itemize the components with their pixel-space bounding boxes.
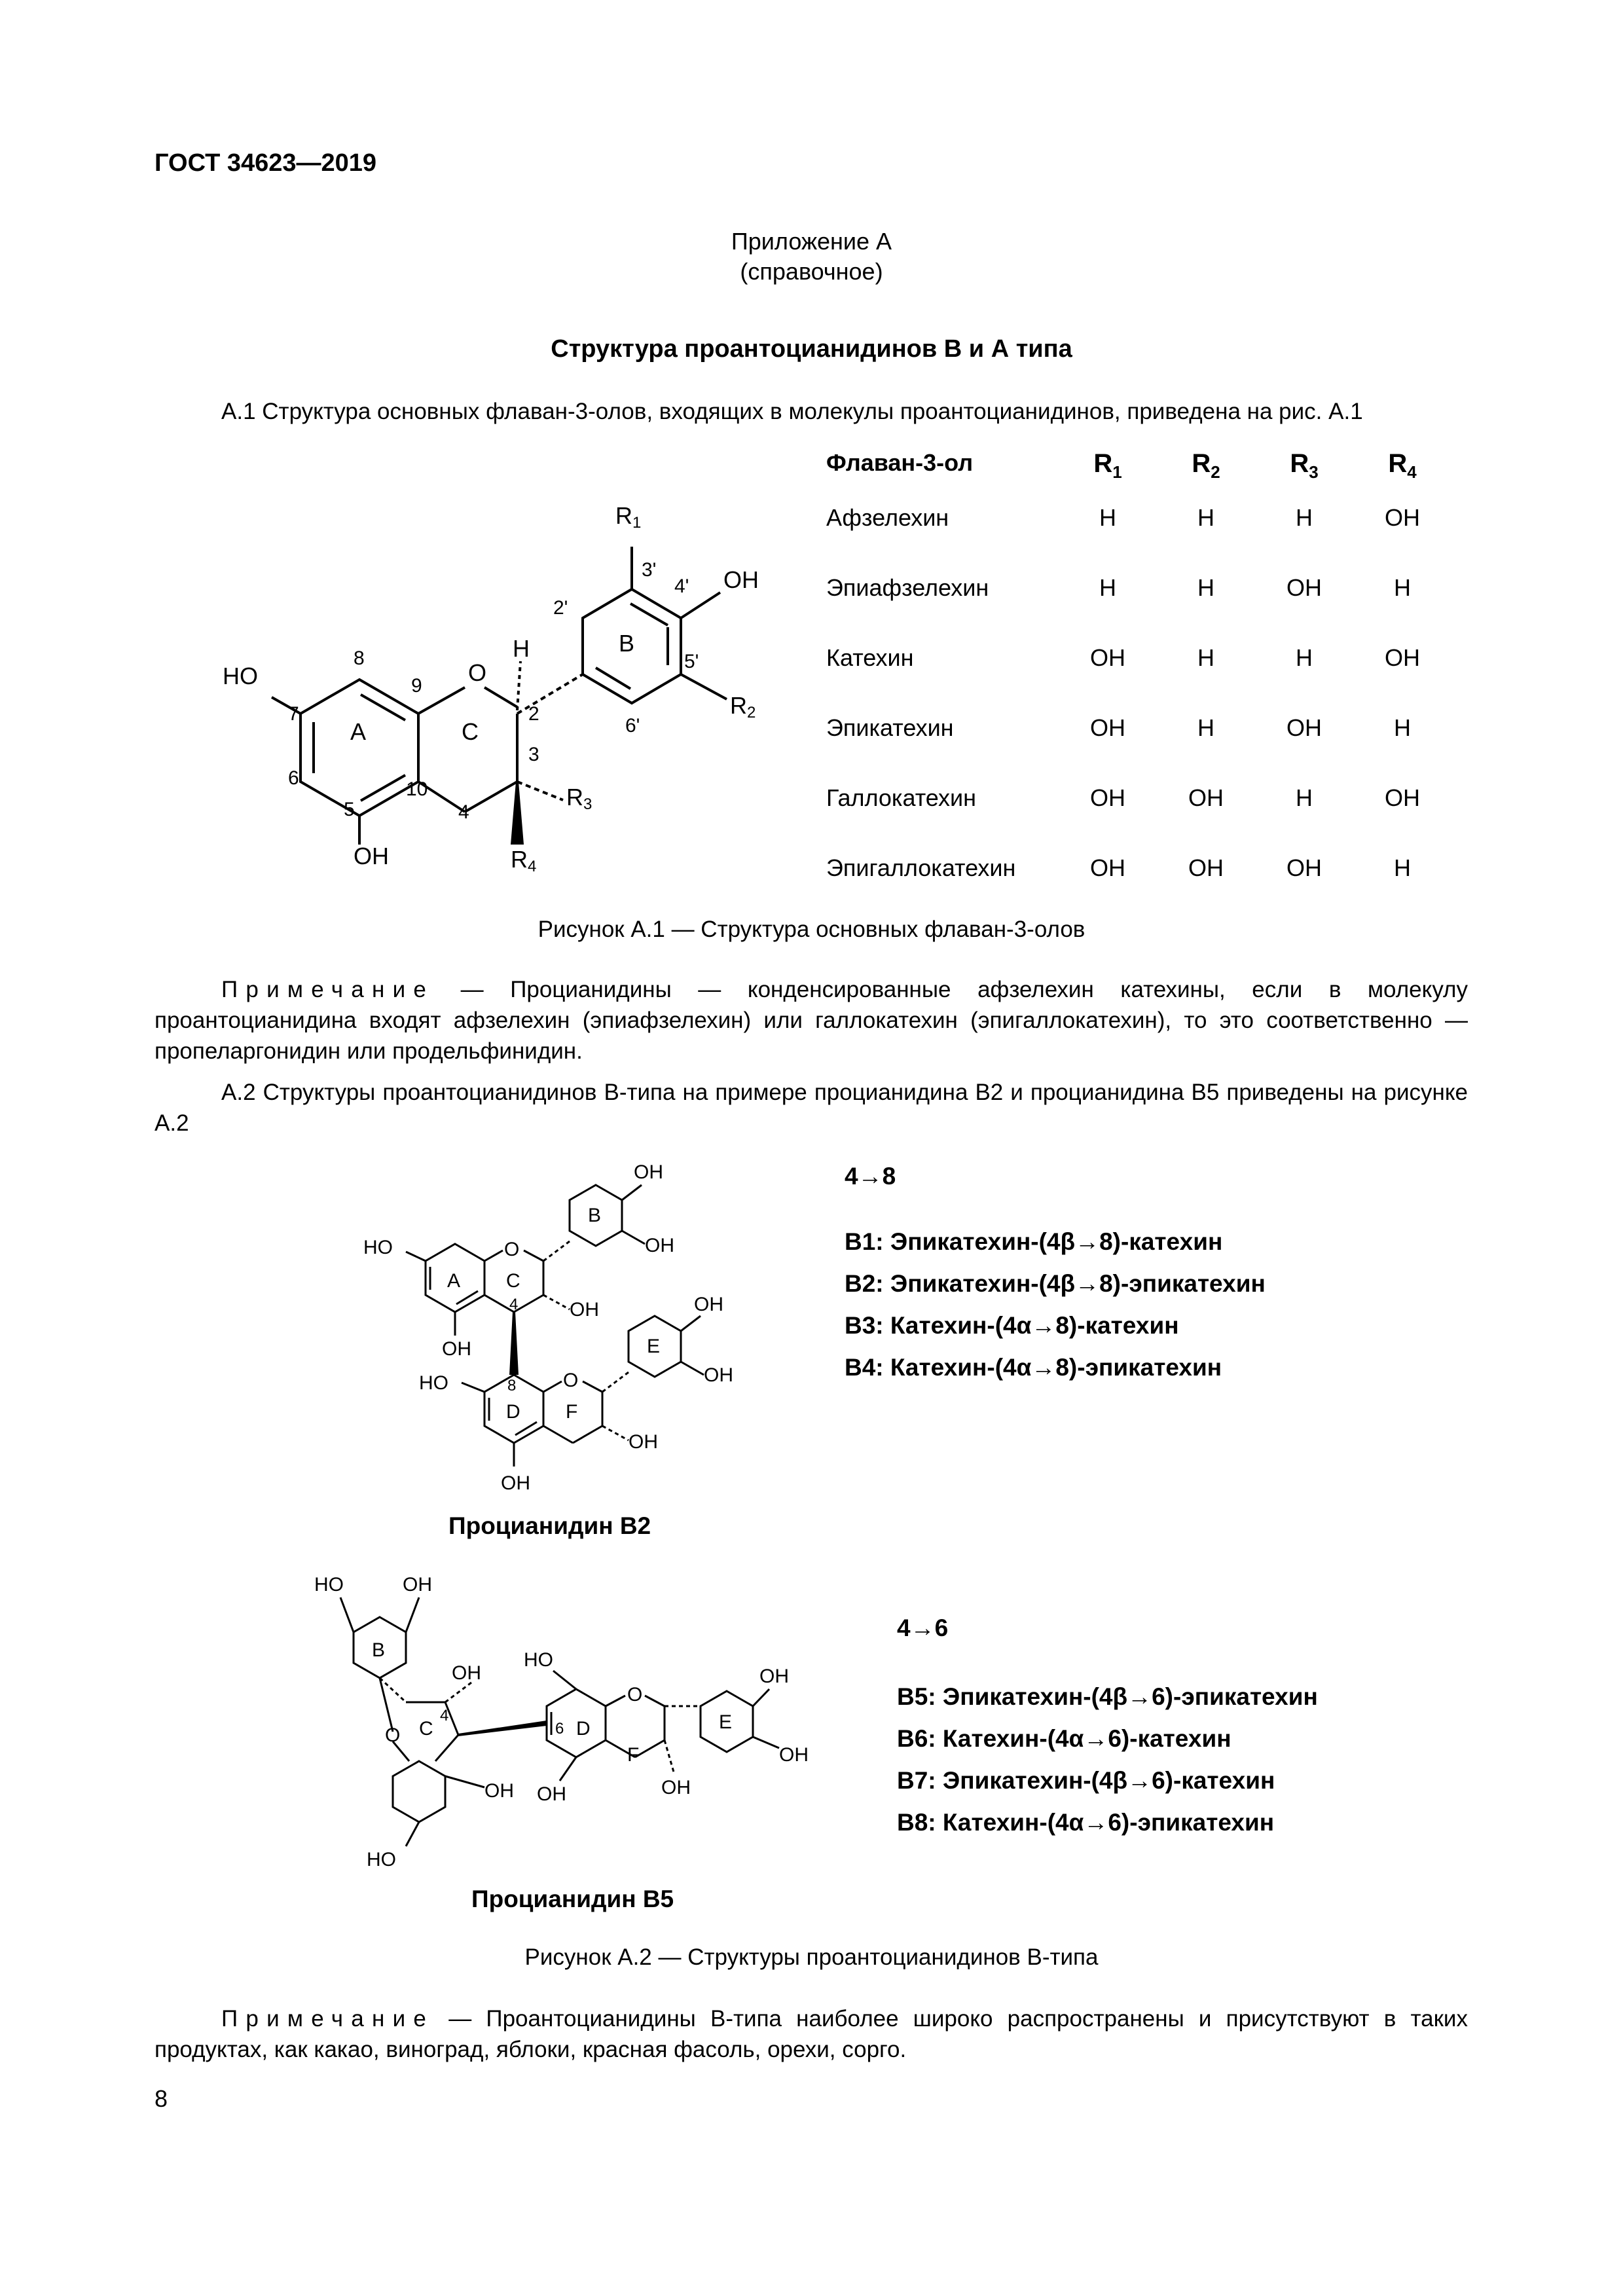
cell-r2: H — [1197, 644, 1214, 671]
b5-ring-c: C — [419, 1718, 433, 1740]
cell-r1: OH — [1090, 854, 1125, 881]
b2-ring-d: D — [506, 1401, 520, 1423]
atom-7: 7 — [288, 703, 299, 725]
atom-6: 6 — [288, 767, 299, 789]
b5-oh-e1: OH — [759, 1666, 789, 1687]
cell-r1: OH — [1090, 784, 1125, 811]
header-r2: $R_2$ — [1192, 449, 1220, 482]
b2-ho-d: HO — [419, 1372, 448, 1394]
row-name: Галлокатехин — [826, 784, 977, 811]
ho-label: HO — [223, 663, 258, 689]
b2-ho: HO — [363, 1237, 393, 1258]
note-2 — [155, 2003, 1468, 2065]
page-number: 8 — [155, 2085, 168, 2112]
atom-10: 10 — [406, 778, 428, 800]
list-item: B1: Эпикатехин-(4β→8)-катехин — [845, 1228, 1223, 1255]
table-row — [826, 833, 1451, 903]
r1-label: R — [615, 502, 632, 529]
table-row — [826, 763, 1451, 833]
cell-r3: H — [1296, 644, 1313, 671]
cell-r2: H — [1197, 574, 1214, 601]
atom-3: 3 — [528, 744, 539, 765]
header-flavanol: Флаван-3-ол — [826, 449, 974, 476]
atom-2: 2 — [528, 703, 539, 725]
cell-r3: H — [1296, 503, 1313, 531]
b2-ring-b: B — [588, 1205, 602, 1226]
row-name: Эпикатехин — [826, 714, 954, 741]
b2-oh-f: OH — [629, 1431, 658, 1453]
b2-o-upper: O — [504, 1239, 520, 1260]
b-type-list-1 — [845, 1221, 1266, 1389]
note-1-text: — Процианидины — конденсированные афзелехин катехины, если в молекулу проантоцианидина входят афзелехин (эпиафзелехин) или галлокатехин (эпигаллокатехин), то это соответственно — пропеларгонидин или продельфинидин. — [155, 977, 1468, 1064]
b-type-list-2 — [897, 1676, 1318, 1844]
r4-subscript: 4 — [528, 858, 537, 875]
figure-a1-caption: Рисунок А.1 — Структура основных флаван-3-олов — [538, 917, 1085, 942]
table-row — [826, 553, 1451, 623]
oh-4p-label: OH — [723, 566, 759, 593]
cell-r1: H — [1099, 574, 1116, 601]
note-1 — [155, 974, 1468, 1066]
b2-ring-e: E — [647, 1336, 661, 1357]
cell-r4: H — [1394, 854, 1411, 881]
ring-c-label: C — [462, 718, 479, 745]
b2-ring-f: F — [566, 1401, 578, 1423]
b2-oh-d: OH — [501, 1472, 530, 1494]
header-r1: $R_1$ — [1093, 449, 1122, 482]
b5-ho-a: HO — [367, 1849, 396, 1870]
cell-r3: H — [1296, 784, 1313, 811]
header-r3: $R_3$ — [1290, 449, 1319, 482]
b2-oh-a: OH — [442, 1338, 471, 1360]
link-4-6: 4→6 — [897, 1614, 949, 1641]
header-r4: $R_4$ — [1388, 449, 1417, 482]
standard-number: ГОСТ 34623—2019 — [155, 149, 377, 177]
ring-o-label: O — [468, 659, 487, 686]
b5-ho-b: HO — [314, 1574, 344, 1595]
list-item: B5: Эпикатехин-(4β→6)-эпикатехин — [897, 1683, 1318, 1710]
h-label: H — [513, 635, 530, 662]
b5-atom-4: 4 — [440, 1707, 449, 1724]
b2-oh-e1: OH — [694, 1294, 723, 1315]
cell-r3: OH — [1286, 714, 1322, 741]
cell-r1: H — [1099, 503, 1116, 531]
atom-5: 5 — [344, 799, 355, 820]
r3-label: R — [566, 784, 583, 811]
cell-r2: OH — [1188, 854, 1224, 881]
cell-r1: OH — [1090, 644, 1125, 671]
b2-oh-e2: OH — [704, 1364, 733, 1386]
b5-oh-f: OH — [661, 1777, 691, 1798]
b5-atom-6: 6 — [555, 1720, 564, 1738]
procyanidin-b5-name: Процианидин В5 — [471, 1886, 674, 1912]
atom-4p: 4' — [674, 575, 689, 597]
table-header-row — [826, 449, 1451, 483]
b2-oh-b1: OH — [634, 1161, 663, 1183]
b2-atom-8: 8 — [507, 1377, 517, 1394]
appendix-kind: (справочное) — [740, 258, 883, 285]
cell-r4: H — [1394, 574, 1411, 601]
flavan-3-ol-structure — [210, 484, 825, 890]
cell-r1: OH — [1090, 714, 1125, 741]
note-1-label: Примечание — [221, 977, 435, 1002]
note-2-label: Примечание — [221, 2006, 435, 2032]
cell-r2: H — [1197, 714, 1214, 741]
row-name: Эпигаллокатехин — [826, 854, 1016, 881]
b5-oh-b: OH — [403, 1574, 432, 1595]
atom-3p: 3' — [642, 559, 657, 581]
link-4-8: 4→8 — [845, 1163, 896, 1190]
atom-5p: 5' — [684, 651, 699, 672]
row-name: Эпиафзелехин — [826, 574, 989, 601]
atom-8: 8 — [354, 647, 365, 669]
figure-a2-caption: Рисунок А.2 — Структуры проантоцианидинов В-типа — [524, 1944, 1099, 1970]
b2-ring-a: A — [447, 1270, 461, 1292]
b5-oh-a: OH — [484, 1780, 514, 1802]
b5-oh-e2: OH — [779, 1744, 809, 1766]
procyanidin-b2-name: Процианидин В2 — [448, 1512, 651, 1539]
b5-ring-f: F — [627, 1744, 640, 1766]
atom-2p: 2' — [553, 597, 568, 619]
atom-4: 4 — [458, 801, 469, 823]
b5-o-f: O — [627, 1684, 643, 1705]
flavanol-table — [826, 449, 1451, 903]
table-row — [826, 623, 1451, 693]
cell-r4: OH — [1385, 644, 1420, 671]
b5-oh-d: OH — [537, 1783, 566, 1805]
b5-ring-e: E — [719, 1711, 733, 1733]
list-item: B8: Катехин-(4α→6)-эпикатехин — [897, 1809, 1275, 1836]
r1-subscript: 1 — [632, 514, 642, 532]
atom-9: 9 — [411, 675, 422, 697]
table-row — [826, 693, 1451, 763]
oh-5-label: OH — [354, 843, 389, 869]
procyanidin-b2-structure — [354, 1159, 825, 1525]
row-name: Афзелехин — [826, 503, 949, 531]
b5-ring-d: D — [576, 1718, 591, 1740]
r2-subscript: 2 — [747, 704, 756, 721]
appendix-title: Приложение А — [731, 228, 892, 255]
row-name: Катехин — [826, 644, 914, 671]
r3-subscript: 3 — [583, 795, 593, 813]
table-row — [826, 483, 1451, 553]
list-item: B4: Катехин-(4α→8)-эпикатехин — [845, 1354, 1222, 1381]
ring-b-label: B — [619, 630, 635, 657]
r2-label: R — [730, 692, 747, 719]
cell-r3: OH — [1286, 854, 1322, 881]
list-item: B2: Эпикатехин-(4β→8)-эпикатехин — [845, 1270, 1266, 1297]
atom-6p: 6' — [625, 715, 640, 737]
list-item: B3: Катехин-(4α→8)-катехин — [845, 1312, 1179, 1339]
b5-o-c: O — [385, 1724, 401, 1746]
ring-a-label: A — [350, 718, 367, 745]
paragraph-a1: А.1 Структура основных флаван-3-олов, входящих в молекулы проантоцианидинов, приведена на рис. А.1 — [221, 399, 1363, 424]
cell-r4: OH — [1385, 503, 1420, 531]
procyanidin-b5-structure — [301, 1565, 864, 1892]
b2-o-lower: O — [563, 1370, 579, 1391]
cell-r4: OH — [1385, 784, 1420, 811]
b5-oh-c: OH — [452, 1662, 481, 1684]
cell-r4: H — [1394, 714, 1411, 741]
list-item: B6: Катехин-(4α→6)-катехин — [897, 1725, 1231, 1752]
r4-label: R — [511, 846, 528, 873]
cell-r2: OH — [1188, 784, 1224, 811]
b2-oh-b2: OH — [645, 1235, 674, 1256]
b5-ring-b: B — [372, 1639, 386, 1661]
note-2-text: — Проантоцианидины В-типа наиболее широко распространены и присутствуют в таких продуктах, как какао, виноград, яблоки, красная фасоль, орехи, сорго. — [155, 2006, 1468, 2062]
b5-ho-d: HO — [524, 1649, 553, 1671]
b2-atom-4: 4 — [509, 1296, 519, 1313]
appendix-heading: Структура проантоцианидинов В и А типа — [551, 335, 1072, 363]
cell-r3: OH — [1286, 574, 1322, 601]
list-item: B7: Эпикатехин-(4β→6)-катехин — [897, 1767, 1275, 1794]
cell-r2: H — [1197, 503, 1214, 531]
paragraph-a2: А.2 Структуры проантоцианидинов В-типа на примере процианидина В2 и процианидина В5 приведены на рисунке А.2 — [155, 1080, 1468, 1136]
b2-ring-c: C — [506, 1270, 520, 1292]
b2-oh-c: OH — [570, 1299, 599, 1321]
